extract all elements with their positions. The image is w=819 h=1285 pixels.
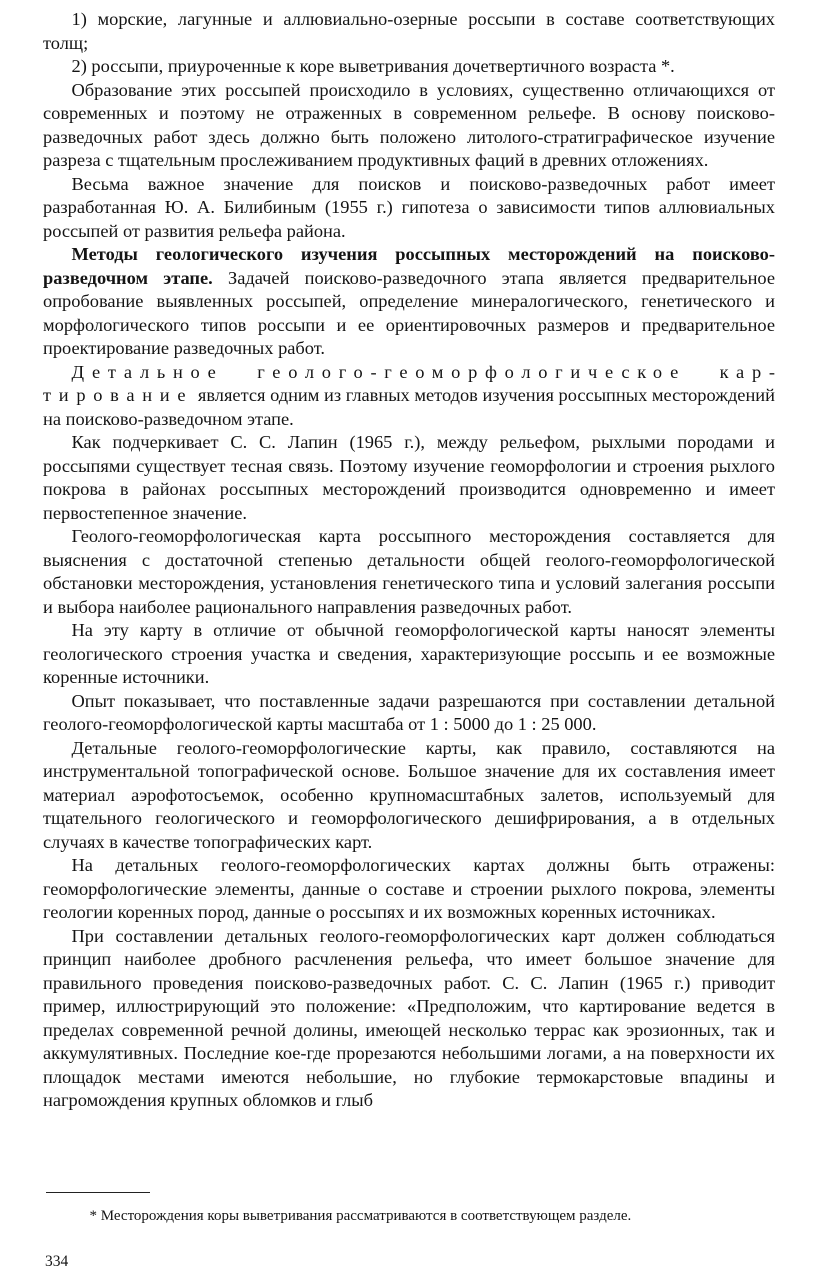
paragraph-text: 1) морские, лагунные и аллювиально-озерные россыпи в составе соответствующих толщ;: [43, 9, 775, 53]
page-number: 334: [45, 1253, 69, 1270]
paragraph: [43, 8, 775, 55]
paragraph-text: Образование этих россыпей происходило в условиях, существенно отличающихся от современных и поэтому не отраженных в современном рельефе. В основу поисково-разведочных работ здесь должно быть положено литолого-стратиграфическое изучение разреза с тщательным прослеживанием продуктивных фаций в древних отложениях.: [43, 79, 775, 170]
paragraph: [43, 79, 775, 173]
paragraph-text: является одним из главных методов изучения россыпных месторождений на поисково-разведочном этапе.: [43, 385, 775, 429]
paragraph-text: Весьма важное значение для поисков и поисково-разведочных работ имеет разработанная Ю. А. Билибиным (1955 г.) гипотеза о зависимости типов аллювиальных россыпей от развития рельефа района.: [43, 173, 775, 241]
paragraph: [43, 925, 775, 1113]
footnote: * Месторождения коры выветривания рассматриваются в соответствующем разделе.: [89, 1208, 632, 1224]
footnote-divider: [46, 1192, 150, 1193]
paragraph-text: Детальные геолого-геоморфологические карты, как правило, составляются на инструментальной топографической основе. Большое значение для их составления имеет материал аэрофотосъемок, особенно крупномасштабных залетов, используемый для тщательного геологического и геоморфологического дешифрирования, а в отдельных случаях в качестве топографических карт.: [43, 737, 775, 852]
paragraph: [43, 431, 775, 525]
paragraph: [43, 525, 775, 619]
paragraph-text: Задачей поисково-разведочного этапа является предварительное опробование выявленных россыпей, определение минералогического, генетического и морфологического типов россыпи и ее ориентировочных размеров и предварительное проектирование разведочных работ.: [43, 267, 776, 358]
spaced-term: Детальное геолого-геоморфологическое картирование: [43, 361, 775, 405]
paragraph: [43, 55, 775, 79]
paragraph-text: На эту карту в отличие от обычной геоморфологической карты наносят элементы геологического строения участка и сведения, характеризующие россыпь и ее возможные коренные источники.: [43, 620, 775, 687]
paragraph-text: 2) россыпи, приуроченные к коре выветривания дочетвертичного возраста *.: [71, 56, 675, 76]
body-text: [43, 8, 775, 1113]
paragraph: [43, 173, 775, 244]
paragraph: [43, 854, 775, 925]
paragraph-text: При составлении детальных геолого-геоморфологических карт должен соблюдаться принцип наиболее дробного расчленения рельефа, что имеет большое значение для правильного проведения поисково-разведочных работ. С. С. Лапин (1965 г.) приводит пример, иллюстрирующий это положение: «Предположим, что картирование ведется в пределах современной речной долины, имеющей несколько террас как эрозионных, так и аккумулятивных. Последние кое-где прорезаются небольшими логами, а на поверхности их площадок местами имеются небольшие, но глубокие термокарстовые впадины и нагромождения крупных обломков и глыб: [43, 925, 775, 1110]
paragraph-text: Опыт показывает, что поставленные задачи разрешаются при составлении детальной геолого-геоморфологической карты масштаба от 1 : 5000 до 1 : 25 000.: [43, 690, 775, 734]
paragraph: [43, 737, 775, 855]
paragraph: [43, 690, 775, 737]
paragraph: [43, 243, 775, 361]
paragraph-text: Как подчеркивает С. С. Лапин (1965 г.), между рельефом, рыхлыми породами и россыпями существует тесная связь. Поэтому изучение геоморфологии и строения рыхлого покрова в районах россыпных месторождений производится одновременно и имеет первостепенное значение.: [43, 432, 775, 523]
paragraph-text: На детальных геолого-геоморфологических картах должны быть отражены: геоморфологические элементы, данные о составе и строении рыхлого покрова, элементы геологии коренных пород, данные о россыпях и их возможных коренных источниках.: [43, 855, 775, 922]
section-heading: Методы геологического изучения россыпных месторождений на поисково-разведочном этапе.: [43, 244, 775, 288]
paragraph: [43, 361, 775, 432]
paragraph-text: Геолого-геоморфологическая карта россыпного месторождения составляется для выяснения с достаточной степенью детальности общей геолого-геоморфологической обстановки месторождения, установления генетического типа и условий залегания россыпи и выбора наиболее рационального направления разведочных работ.: [43, 526, 775, 617]
paragraph: [43, 619, 775, 690]
